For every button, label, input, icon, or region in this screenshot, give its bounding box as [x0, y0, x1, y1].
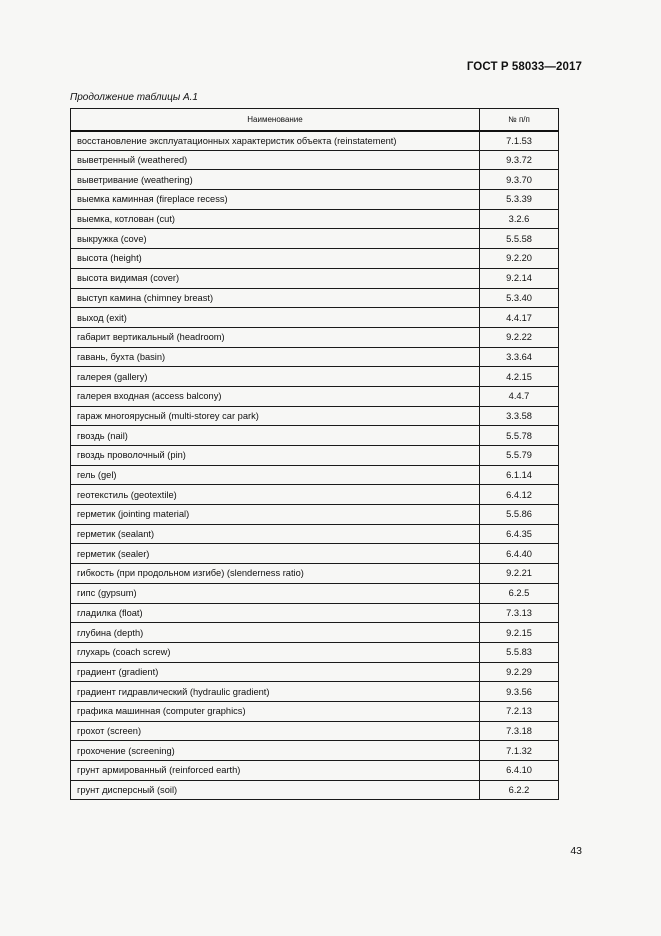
number-cell: 7.1.32 — [480, 741, 559, 761]
term-cell: грунт армированный (reinforced earth) — [71, 761, 480, 781]
table-row — [71, 662, 559, 682]
number-cell: 4.4.17 — [480, 308, 559, 328]
term-cell: гвоздь (nail) — [71, 426, 480, 446]
number-cell: 5.3.40 — [480, 288, 559, 308]
term-cell: галерея (gallery) — [71, 367, 480, 387]
table-row — [71, 485, 559, 505]
table-row — [71, 446, 559, 466]
term-cell: грохот (screen) — [71, 721, 480, 741]
table-row — [71, 701, 559, 721]
table-row — [71, 761, 559, 781]
term-cell: гель (gel) — [71, 465, 480, 485]
table-row — [71, 465, 559, 485]
table-row — [71, 386, 559, 406]
number-cell: 6.4.12 — [480, 485, 559, 505]
number-cell: 7.2.13 — [480, 701, 559, 721]
table-body — [71, 131, 559, 800]
number-cell: 9.2.21 — [480, 564, 559, 584]
term-cell: восстановление эксплуатационных характеристик объекта (reinstatement) — [71, 131, 480, 151]
term-cell: гвоздь проволочный (pin) — [71, 446, 480, 466]
term-cell: высота видимая (cover) — [71, 268, 480, 288]
number-cell: 9.2.20 — [480, 249, 559, 269]
table-row — [71, 268, 559, 288]
number-cell: 3.2.6 — [480, 209, 559, 229]
term-cell: глубина (depth) — [71, 623, 480, 643]
column-header-name: Наименование — [71, 109, 480, 131]
number-cell: 5.5.83 — [480, 642, 559, 662]
table-row — [71, 131, 559, 151]
table-caption: Продолжение таблицы А.1 — [70, 92, 198, 103]
term-cell: гладилка (float) — [71, 603, 480, 623]
term-cell: грохочение (screening) — [71, 741, 480, 761]
term-cell: геотекстиль (geotextile) — [71, 485, 480, 505]
term-cell: герметик (sealer) — [71, 544, 480, 564]
term-cell: выветривание (weathering) — [71, 170, 480, 190]
terms-table — [70, 108, 559, 800]
table-row — [71, 721, 559, 741]
number-cell: 9.3.72 — [480, 150, 559, 170]
number-cell: 4.2.15 — [480, 367, 559, 387]
number-cell: 9.2.22 — [480, 327, 559, 347]
term-cell: выемка каминная (fireplace recess) — [71, 190, 480, 210]
table-row — [71, 190, 559, 210]
term-cell: гипс (gypsum) — [71, 583, 480, 603]
table-row — [71, 603, 559, 623]
term-cell: габарит вертикальный (headroom) — [71, 327, 480, 347]
table-row — [71, 249, 559, 269]
number-cell: 6.4.35 — [480, 524, 559, 544]
table-row — [71, 524, 559, 544]
table-row — [71, 209, 559, 229]
term-cell: герметик (sealant) — [71, 524, 480, 544]
table-row — [71, 347, 559, 367]
term-cell: градиент гидравлический (hydraulic gradient) — [71, 682, 480, 702]
term-cell: выемка, котлован (cut) — [71, 209, 480, 229]
number-cell: 5.5.58 — [480, 229, 559, 249]
table-row — [71, 406, 559, 426]
table-row — [71, 426, 559, 446]
number-cell: 7.3.13 — [480, 603, 559, 623]
number-cell: 7.3.18 — [480, 721, 559, 741]
number-cell: 5.5.78 — [480, 426, 559, 446]
term-cell: глухарь (coach screw) — [71, 642, 480, 662]
term-cell: выветренный (weathered) — [71, 150, 480, 170]
page-number: 43 — [570, 845, 582, 857]
number-cell: 9.2.14 — [480, 268, 559, 288]
term-cell: градиент (gradient) — [71, 662, 480, 682]
number-cell: 6.4.40 — [480, 544, 559, 564]
number-cell: 3.3.58 — [480, 406, 559, 426]
document-code: ГОСТ Р 58033—2017 — [466, 61, 582, 73]
term-cell: графика машинная (computer graphics) — [71, 701, 480, 721]
term-cell: выход (exit) — [71, 308, 480, 328]
term-cell: герметик (jointing material) — [71, 505, 480, 525]
number-cell: 6.1.14 — [480, 465, 559, 485]
number-cell: 5.5.79 — [480, 446, 559, 466]
number-cell: 7.1.53 — [480, 131, 559, 151]
table-row — [71, 150, 559, 170]
table-header-row — [71, 109, 559, 131]
table-row — [71, 505, 559, 525]
number-cell: 6.2.2 — [480, 780, 559, 800]
table-row — [71, 564, 559, 584]
table-row — [71, 327, 559, 347]
number-cell: 3.3.64 — [480, 347, 559, 367]
table-row — [71, 642, 559, 662]
table-row — [71, 308, 559, 328]
term-cell: гараж многоярусный (multi-storey car park) — [71, 406, 480, 426]
term-cell: грунт дисперсный (soil) — [71, 780, 480, 800]
number-cell: 6.4.10 — [480, 761, 559, 781]
number-cell: 4.4.7 — [480, 386, 559, 406]
table-row — [71, 367, 559, 387]
number-cell: 9.2.29 — [480, 662, 559, 682]
term-cell: высота (height) — [71, 249, 480, 269]
table-row — [71, 583, 559, 603]
term-cell: выступ камина (chimney breast) — [71, 288, 480, 308]
number-cell: 5.5.86 — [480, 505, 559, 525]
table-row — [71, 229, 559, 249]
table-row — [71, 170, 559, 190]
table-row — [71, 623, 559, 643]
number-cell: 9.2.15 — [480, 623, 559, 643]
table-row — [71, 780, 559, 800]
term-cell: выкружка (cove) — [71, 229, 480, 249]
table-row — [71, 682, 559, 702]
term-cell: галерея входная (access balcony) — [71, 386, 480, 406]
number-cell: 6.2.5 — [480, 583, 559, 603]
column-header-number: № п/п — [480, 109, 559, 131]
number-cell: 5.3.39 — [480, 190, 559, 210]
table-row — [71, 741, 559, 761]
number-cell: 9.3.70 — [480, 170, 559, 190]
table-row — [71, 544, 559, 564]
table-row — [71, 288, 559, 308]
number-cell: 9.3.56 — [480, 682, 559, 702]
term-cell: гавань, бухта (basin) — [71, 347, 480, 367]
term-cell: гибкость (при продольном изгибе) (slenderness ratio) — [71, 564, 480, 584]
